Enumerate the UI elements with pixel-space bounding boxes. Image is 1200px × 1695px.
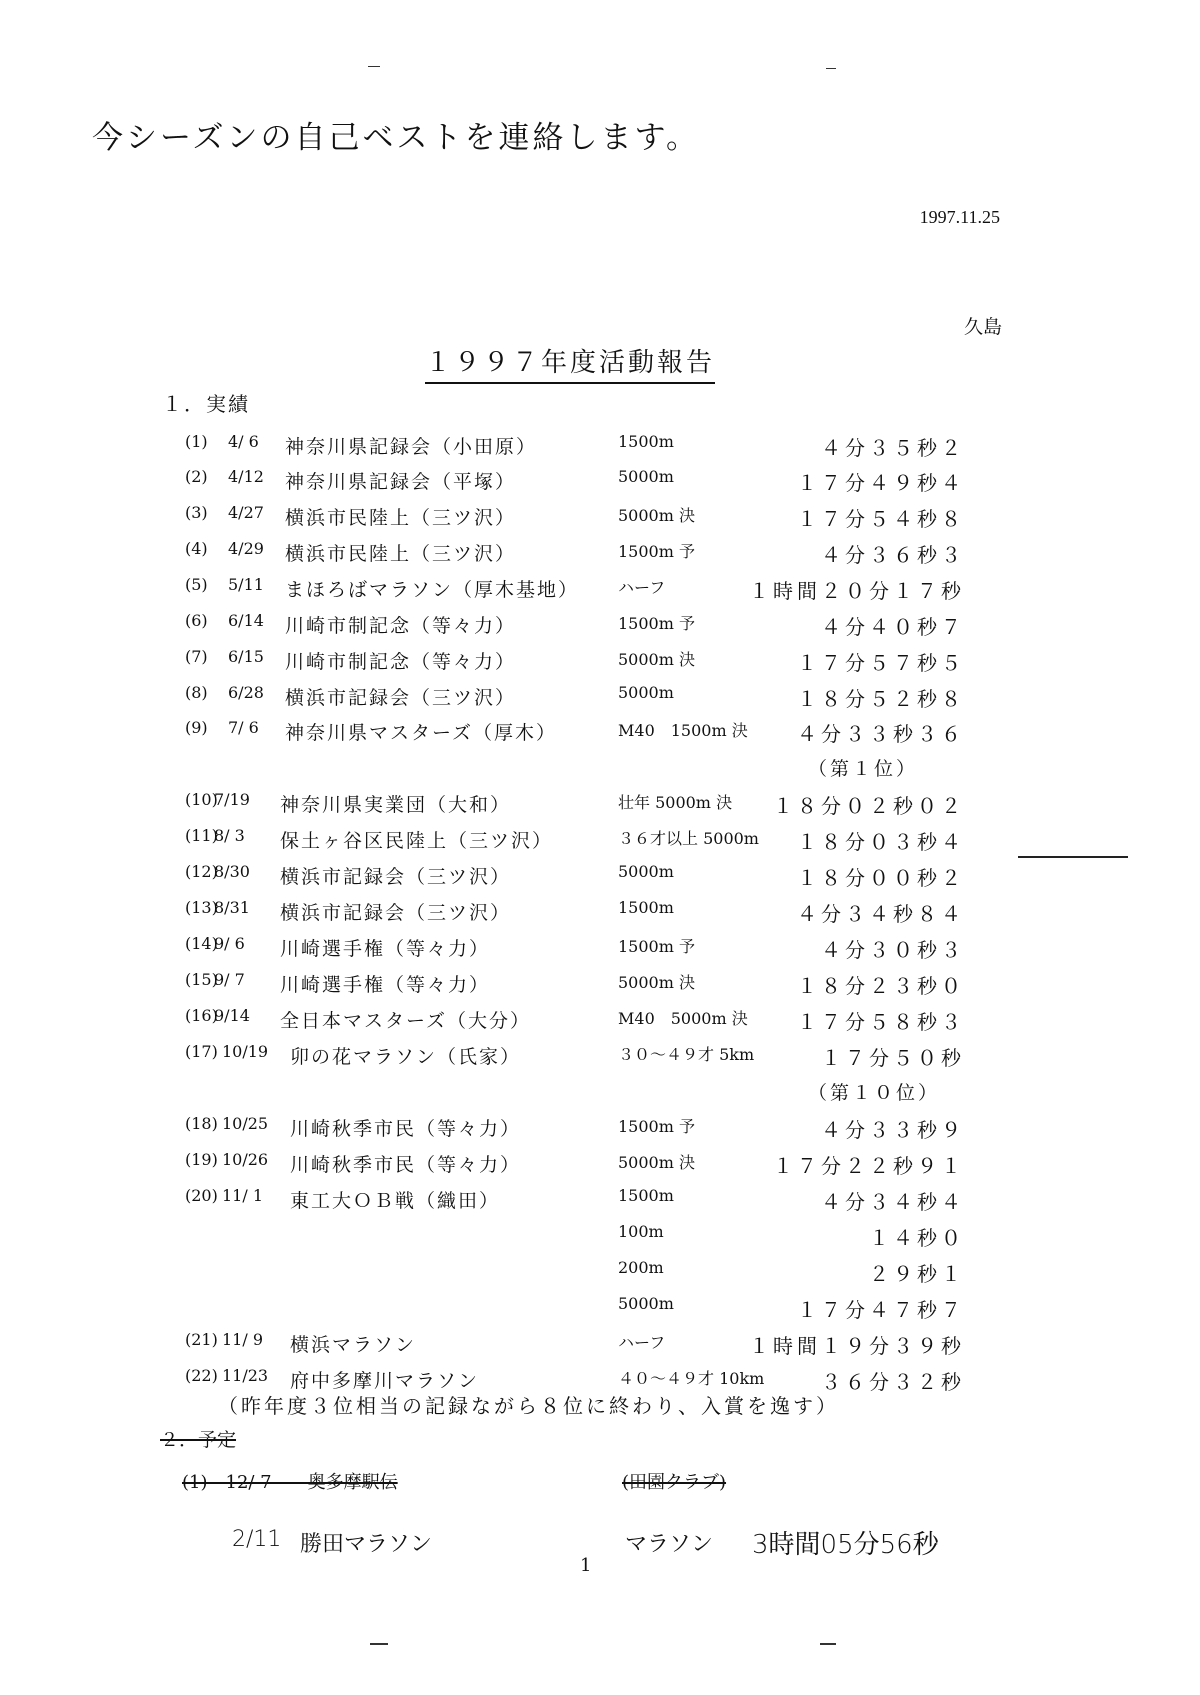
result-time: １７分５０秒 [821, 1046, 965, 1070]
result-date: 10/19 [222, 1042, 269, 1061]
result-number: (6) [185, 611, 208, 630]
result-event: 1500m 予 [618, 614, 695, 633]
result-number: (1) [185, 432, 208, 451]
plan-item-club: (田園クラブ) [622, 1472, 727, 1493]
result-row [0, 1150, 1200, 1178]
result-row [0, 467, 1200, 495]
result-number: (10) [185, 790, 218, 809]
result-event: 1500m 予 [618, 1117, 695, 1136]
result-time: １４秒０ [869, 1226, 965, 1250]
result-time: １８分０３秒４ [797, 830, 965, 854]
result-race-name: 川崎秋季市民（等々力） [290, 1118, 522, 1140]
result-event: 1500m [618, 898, 674, 917]
result-row [0, 862, 1200, 890]
result-row [0, 718, 1200, 746]
result-date: 6/15 [228, 647, 264, 666]
result-event: 壮年 5000m 決 [618, 793, 733, 812]
result-number: (4) [185, 539, 208, 558]
result-race-name: 川崎市制記念（等々力） [285, 651, 517, 673]
result-time: １８分００秒２ [797, 866, 965, 890]
result-placement: （第１０位） [808, 1082, 941, 1104]
author-name: 久島 [963, 316, 1002, 338]
result-time: １７分２２秒９１ [773, 1154, 965, 1178]
result-event: 100m [618, 1222, 664, 1241]
result-event: ３６才以上 5000m [618, 829, 759, 848]
result-row [0, 898, 1200, 926]
result-row [0, 970, 1200, 998]
result-time: ４分３４秒４ [821, 1190, 965, 1214]
result-number: (8) [185, 683, 208, 702]
result-number: (9) [185, 718, 208, 737]
result-row [0, 1294, 1200, 1322]
result-row [0, 826, 1200, 854]
result-date: 9/14 [214, 1006, 250, 1025]
result-event: ハーフ [618, 578, 666, 597]
result-date: 4/12 [228, 467, 264, 486]
result-race-name: 全日本マスターズ（大分） [280, 1010, 532, 1032]
result-race-name: 川崎秋季市民（等々力） [290, 1154, 522, 1176]
result-race-name: 神奈川県記録会（小田原） [285, 436, 538, 458]
result-race-name: まほろばマラソン（厚木基地） [285, 579, 580, 601]
result-date: 6/14 [228, 611, 264, 630]
page-number: 1 [580, 1555, 592, 1576]
result-time: ３６分３２秒 [821, 1370, 965, 1394]
result-event: 5000m [618, 862, 674, 881]
result-number: (20) [185, 1186, 218, 1205]
result-row [0, 611, 1200, 639]
result-race-name: 横浜市記録会（三ツ沢） [280, 866, 512, 888]
result-time: ４分３０秒３ [821, 938, 965, 962]
result-date: 6/28 [228, 683, 264, 702]
result-time: １７分４９秒４ [797, 471, 965, 495]
result-time: ４分３５秒２ [821, 436, 965, 460]
result-row [0, 1114, 1200, 1142]
result-race-name: 府中多摩川マラソン [290, 1370, 480, 1392]
result-race-name: 東工大ＯＢ戦（織田） [290, 1190, 501, 1212]
result-date: 8/30 [214, 862, 250, 881]
result-date: 11/23 [222, 1366, 269, 1385]
result-date: 11/ 1 [222, 1186, 264, 1205]
result-event: 1500m [618, 1186, 674, 1205]
result-time: ４分３４秒８４ [797, 902, 965, 926]
result-race-name: 横浜市民陸上（三ツ沢） [285, 543, 517, 565]
result-time: ４分３３秒９ [821, 1118, 965, 1142]
result-row [0, 575, 1200, 603]
result-date: 9/ 7 [214, 970, 245, 989]
result-race-name: 川崎選手権（等々力） [280, 938, 491, 960]
result-race-name: 川崎選手権（等々力） [280, 974, 491, 996]
result-row [0, 432, 1200, 460]
result-number: (14) [185, 934, 218, 953]
result-time: １７分５７秒５ [797, 651, 965, 675]
result-time: ２９秒１ [869, 1262, 965, 1286]
result-number: (17) [185, 1042, 218, 1061]
result-number: (16) [185, 1006, 218, 1025]
result-date: 4/ 6 [228, 432, 259, 451]
result-race-name: 保土ヶ谷区民陸上（三ツ沢） [280, 830, 554, 852]
result-row [0, 683, 1200, 711]
result-event: 5000m 決 [618, 1153, 695, 1172]
result-row [0, 934, 1200, 962]
result-date: 8/ 3 [214, 826, 245, 845]
result-row [0, 790, 1200, 818]
title-text: １９９７年度活動報告 [425, 348, 715, 384]
handwritten-race: 勝田マラソン [300, 1532, 433, 1557]
result-number: (18) [185, 1114, 218, 1133]
result-race-name: 神奈川県記録会（平塚） [285, 471, 517, 493]
result-number: (22) [185, 1366, 218, 1385]
result-row [0, 1330, 1200, 1358]
results-note: （昨年度３位相当の記録ながら８位に終わり、入賞を逸す） [218, 1394, 839, 1418]
result-date: 7/ 6 [228, 718, 259, 737]
result-date: 7/19 [214, 790, 250, 809]
result-event: M40 1500m 決 [618, 721, 748, 740]
result-row [0, 503, 1200, 531]
scan-mark [820, 1643, 836, 1645]
result-race-name: 神奈川県実業団（大和） [280, 794, 512, 816]
scan-mark [368, 66, 380, 67]
result-time: １８分２３秒０ [797, 974, 965, 998]
scan-mark [826, 68, 836, 69]
result-date: 4/27 [228, 503, 264, 522]
result-number: (21) [185, 1330, 218, 1349]
result-date: 9/ 6 [214, 934, 245, 953]
handwritten-time: 3時間05分56秒 [752, 1530, 939, 1560]
result-time: １時間１９分３９秒 [749, 1334, 965, 1358]
result-number: (12) [185, 862, 218, 881]
result-date: 11/ 9 [222, 1330, 264, 1349]
result-time: １８分５２秒８ [797, 687, 965, 711]
result-number: (19) [185, 1150, 218, 1169]
result-row [0, 1186, 1200, 1214]
result-event: ハーフ [618, 1333, 666, 1352]
section-plan-heading: ２．予定 [160, 1429, 237, 1451]
result-row [0, 1042, 1200, 1070]
result-number: (13) [185, 898, 218, 917]
margin-line [1018, 856, 1128, 858]
handwritten-note: 今シーズンの自己ベストを連絡します。 [92, 120, 700, 156]
result-number: (15) [185, 970, 218, 989]
result-event: 5000m [618, 467, 674, 486]
result-event: 5000m [618, 1294, 674, 1313]
result-event: 5000m 決 [618, 650, 695, 669]
result-event: 5000m 決 [618, 506, 695, 525]
result-row [0, 1258, 1200, 1286]
result-time: １７分４７秒７ [797, 1298, 965, 1322]
result-race-name: 横浜マラソン [290, 1334, 417, 1356]
result-event: ３０～４９才 5km [618, 1045, 755, 1064]
plan-item: (1) 12/ 7 奥多摩駅伝 [182, 1472, 398, 1493]
result-event: 1500m 予 [618, 937, 695, 956]
result-time: ４分３３秒３６ [797, 722, 965, 746]
result-event: 5000m 決 [618, 973, 695, 992]
result-time: ４分３６秒３ [821, 543, 965, 567]
result-number: (11) [185, 826, 218, 845]
result-race-name: 神奈川県マスターズ（厚木） [285, 722, 558, 744]
result-number: (5) [185, 575, 208, 594]
result-number: (3) [185, 503, 208, 522]
result-time: １７分５８秒３ [797, 1010, 965, 1034]
result-row [0, 1006, 1200, 1034]
result-event: 1500m [618, 432, 674, 451]
result-event: ４０～４９才 10km [618, 1369, 765, 1388]
result-race-name: 横浜市民陸上（三ツ沢） [285, 507, 517, 529]
result-time: １８分０２秒０２ [773, 794, 965, 818]
result-date: 8/31 [214, 898, 250, 917]
result-event: 5000m [618, 683, 674, 702]
result-date: 10/25 [222, 1114, 269, 1133]
report-title [0, 342, 1140, 379]
result-row [0, 539, 1200, 567]
scan-mark [370, 1643, 388, 1645]
result-event: M40 5000m 決 [618, 1009, 748, 1028]
result-race-name: 横浜市記録会（三ツ沢） [285, 687, 517, 709]
result-race-name: 卯の花マラソン（氏家） [290, 1046, 522, 1068]
result-event: 1500m 予 [618, 542, 695, 561]
result-time: ４分４０秒７ [821, 615, 965, 639]
result-race-name: 川崎市制記念（等々力） [285, 615, 517, 637]
result-number: (7) [185, 647, 208, 666]
result-event: 200m [618, 1258, 664, 1277]
result-placement: （第１位） [808, 758, 919, 780]
result-race-name: 横浜市記録会（三ツ沢） [280, 902, 512, 924]
result-time: １７分５４秒８ [797, 507, 965, 531]
result-date: 10/26 [222, 1150, 269, 1169]
result-row [0, 1222, 1200, 1250]
result-row [0, 647, 1200, 675]
handwritten-type: マラソン [625, 1532, 714, 1557]
result-number: (2) [185, 467, 208, 486]
result-date: 5/11 [228, 575, 264, 594]
section-results-heading: １．実績 [162, 392, 250, 416]
result-date: 4/29 [228, 539, 264, 558]
report-date: 1997.11.25 [919, 207, 1000, 227]
result-time: １時間２０分１７秒 [749, 579, 965, 603]
handwritten-date: 2/11 [232, 1527, 282, 1552]
